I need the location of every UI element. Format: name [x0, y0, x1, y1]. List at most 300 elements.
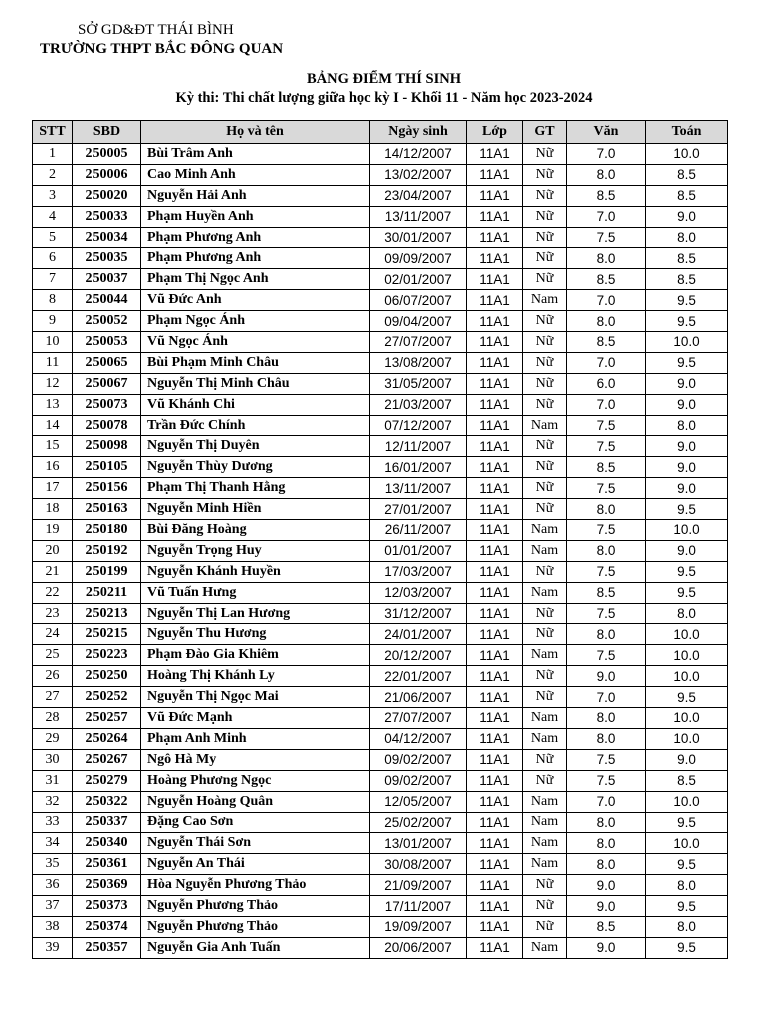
table-row [33, 457, 728, 478]
school-name: TRƯỜNG THPT BẮC ĐÔNG QUAN [40, 41, 284, 57]
cell-gender: Nam [523, 540, 567, 561]
cell-sbd: 250252 [73, 687, 141, 708]
cell-gender: Nữ [523, 666, 567, 687]
cell-stt: 10 [33, 332, 73, 353]
cell-literature: 7.5 [567, 227, 646, 248]
cell-sbd: 250067 [73, 373, 141, 394]
cell-literature: 8.5 [567, 916, 646, 937]
cell-sbd: 250211 [73, 582, 141, 603]
cell-name: Vũ Ngọc Ánh [141, 332, 370, 353]
cell-literature: 8.5 [567, 269, 646, 290]
cell-math: 9.0 [646, 206, 728, 227]
cell-name: Nguyễn Thị Ngọc Mai [141, 687, 370, 708]
table-row [33, 290, 728, 311]
cell-name: Hoàng Phương Ngọc [141, 770, 370, 791]
cell-math: 9.5 [646, 582, 728, 603]
cell-name: Phạm Anh Minh [141, 728, 370, 749]
table-body [33, 144, 728, 959]
cell-gender: Nữ [523, 185, 567, 206]
cell-sbd: 250267 [73, 749, 141, 770]
cell-class: 11A1 [467, 144, 523, 165]
cell-sbd: 250264 [73, 728, 141, 749]
table-row [33, 540, 728, 561]
cell-math: 9.5 [646, 499, 728, 520]
cell-sbd: 250374 [73, 916, 141, 937]
cell-class: 11A1 [467, 394, 523, 415]
cell-stt: 2 [33, 164, 73, 185]
table-row [33, 415, 728, 436]
cell-literature: 8.5 [567, 457, 646, 478]
cell-gender: Nam [523, 290, 567, 311]
col-header-sbd: SBD [73, 121, 141, 144]
cell-dob: 30/08/2007 [370, 854, 467, 875]
cell-literature: 8.0 [567, 728, 646, 749]
table-row [33, 916, 728, 937]
cell-math: 9.5 [646, 311, 728, 332]
table-row [33, 875, 728, 896]
cell-math: 10.0 [646, 520, 728, 541]
cell-name: Đặng Cao Sơn [141, 812, 370, 833]
cell-class: 11A1 [467, 290, 523, 311]
cell-literature: 7.5 [567, 645, 646, 666]
col-header-literature: Văn [567, 121, 646, 144]
cell-dob: 22/01/2007 [370, 666, 467, 687]
cell-sbd: 250361 [73, 854, 141, 875]
cell-name: Phạm Thị Thanh Hằng [141, 478, 370, 499]
cell-stt: 11 [33, 352, 73, 373]
cell-stt: 36 [33, 875, 73, 896]
cell-math: 9.5 [646, 561, 728, 582]
cell-class: 11A1 [467, 457, 523, 478]
cell-class: 11A1 [467, 269, 523, 290]
score-table [32, 120, 728, 959]
cell-literature: 7.0 [567, 352, 646, 373]
cell-name: Nguyễn Thị Lan Hương [141, 603, 370, 624]
cell-sbd: 250250 [73, 666, 141, 687]
cell-class: 11A1 [467, 854, 523, 875]
exam-subtitle: Kỳ thi: Thi chất lượng giữa học kỳ I - Khối 11 - Năm học 2023-2024 [175, 90, 593, 106]
table-row [33, 394, 728, 415]
cell-math: 9.0 [646, 394, 728, 415]
cell-gender: Nam [523, 708, 567, 729]
cell-gender: Nữ [523, 436, 567, 457]
cell-dob: 12/11/2007 [370, 436, 467, 457]
cell-gender: Nữ [523, 248, 567, 269]
cell-dob: 16/01/2007 [370, 457, 467, 478]
cell-stt: 23 [33, 603, 73, 624]
cell-math: 9.0 [646, 373, 728, 394]
table-row [33, 708, 728, 729]
cell-sbd: 250052 [73, 311, 141, 332]
cell-gender: Nữ [523, 373, 567, 394]
cell-dob: 02/01/2007 [370, 269, 467, 290]
cell-dob: 09/02/2007 [370, 770, 467, 791]
cell-gender: Nữ [523, 269, 567, 290]
table-row [33, 896, 728, 917]
cell-name: Nguyễn Gia Anh Tuấn [141, 937, 370, 958]
cell-math: 8.5 [646, 269, 728, 290]
cell-sbd: 250279 [73, 770, 141, 791]
cell-class: 11A1 [467, 708, 523, 729]
cell-class: 11A1 [467, 645, 523, 666]
cell-math: 8.0 [646, 415, 728, 436]
cell-stt: 30 [33, 749, 73, 770]
cell-dob: 21/06/2007 [370, 687, 467, 708]
cell-sbd: 250357 [73, 937, 141, 958]
cell-math: 8.0 [646, 916, 728, 937]
cell-class: 11A1 [467, 520, 523, 541]
cell-name: Ngô Hà My [141, 749, 370, 770]
cell-class: 11A1 [467, 916, 523, 937]
cell-math: 9.0 [646, 540, 728, 561]
cell-name: Trần Đức Chính [141, 415, 370, 436]
cell-stt: 39 [33, 937, 73, 958]
cell-dob: 31/12/2007 [370, 603, 467, 624]
table-row [33, 206, 728, 227]
cell-literature: 9.0 [567, 666, 646, 687]
cell-stt: 3 [33, 185, 73, 206]
document-title: BẢNG ĐIỂM THÍ SINH [306, 71, 462, 87]
table-row [33, 311, 728, 332]
cell-class: 11A1 [467, 728, 523, 749]
cell-dob: 30/01/2007 [370, 227, 467, 248]
table-row [33, 352, 728, 373]
cell-sbd: 250034 [73, 227, 141, 248]
cell-name: Nguyễn Trọng Huy [141, 540, 370, 561]
table-row [33, 812, 728, 833]
cell-sbd: 250163 [73, 499, 141, 520]
col-header-stt: STT [33, 121, 73, 144]
cell-gender: Nam [523, 415, 567, 436]
col-header-dob: Ngày sinh [370, 121, 467, 144]
cell-literature: 8.0 [567, 540, 646, 561]
cell-literature: 7.5 [567, 478, 646, 499]
cell-math: 8.0 [646, 875, 728, 896]
cell-gender: Nam [523, 937, 567, 958]
cell-class: 11A1 [467, 436, 523, 457]
cell-class: 11A1 [467, 603, 523, 624]
cell-literature: 6.0 [567, 373, 646, 394]
cell-dob: 21/03/2007 [370, 394, 467, 415]
cell-stt: 1 [33, 144, 73, 165]
cell-class: 11A1 [467, 499, 523, 520]
cell-stt: 33 [33, 812, 73, 833]
cell-sbd: 250199 [73, 561, 141, 582]
table-row [33, 770, 728, 791]
cell-sbd: 250322 [73, 791, 141, 812]
cell-literature: 7.0 [567, 791, 646, 812]
table-row [33, 436, 728, 457]
table-row [33, 185, 728, 206]
col-header-class: Lớp [467, 121, 523, 144]
cell-dob: 06/07/2007 [370, 290, 467, 311]
table-row [33, 144, 728, 165]
cell-sbd: 250005 [73, 144, 141, 165]
cell-math: 10.0 [646, 666, 728, 687]
cell-stt: 17 [33, 478, 73, 499]
cell-literature: 8.0 [567, 854, 646, 875]
cell-sbd: 250180 [73, 520, 141, 541]
table-row [33, 603, 728, 624]
cell-gender: Nữ [523, 770, 567, 791]
table-row [33, 687, 728, 708]
cell-dob: 20/12/2007 [370, 645, 467, 666]
cell-math: 9.5 [646, 352, 728, 373]
cell-math: 10.0 [646, 332, 728, 353]
table-row [33, 269, 728, 290]
cell-dob: 12/03/2007 [370, 582, 467, 603]
cell-math: 10.0 [646, 144, 728, 165]
cell-sbd: 250078 [73, 415, 141, 436]
table-row [33, 791, 728, 812]
cell-name: Hòa Nguyễn Phương Thảo [141, 875, 370, 896]
cell-literature: 7.0 [567, 394, 646, 415]
cell-gender: Nữ [523, 394, 567, 415]
cell-math: 9.0 [646, 436, 728, 457]
cell-stt: 9 [33, 311, 73, 332]
cell-sbd: 250340 [73, 833, 141, 854]
table-row [33, 624, 728, 645]
cell-sbd: 250223 [73, 645, 141, 666]
cell-sbd: 250033 [73, 206, 141, 227]
cell-gender: Nữ [523, 352, 567, 373]
cell-literature: 8.5 [567, 582, 646, 603]
cell-sbd: 250098 [73, 436, 141, 457]
cell-stt: 6 [33, 248, 73, 269]
cell-name: Nguyễn Thị Minh Châu [141, 373, 370, 394]
cell-math: 9.5 [646, 812, 728, 833]
cell-literature: 7.5 [567, 603, 646, 624]
cell-literature: 7.5 [567, 770, 646, 791]
cell-dob: 09/09/2007 [370, 248, 467, 269]
cell-class: 11A1 [467, 415, 523, 436]
cell-math: 9.0 [646, 749, 728, 770]
table-row [33, 164, 728, 185]
cell-gender: Nữ [523, 164, 567, 185]
cell-math: 9.5 [646, 896, 728, 917]
cell-literature: 8.0 [567, 499, 646, 520]
cell-name: Nguyễn Hải Anh [141, 185, 370, 206]
cell-math: 9.0 [646, 457, 728, 478]
cell-gender: Nữ [523, 687, 567, 708]
cell-gender: Nam [523, 520, 567, 541]
cell-math: 10.0 [646, 645, 728, 666]
cell-sbd: 250105 [73, 457, 141, 478]
cell-stt: 34 [33, 833, 73, 854]
cell-class: 11A1 [467, 770, 523, 791]
cell-math: 9.5 [646, 290, 728, 311]
cell-name: Vũ Khánh Chi [141, 394, 370, 415]
cell-name: Phạm Thị Ngọc Anh [141, 269, 370, 290]
cell-stt: 4 [33, 206, 73, 227]
cell-class: 11A1 [467, 540, 523, 561]
department-name: SỞ GD&ĐT THÁI BÌNH [78, 22, 234, 38]
cell-gender: Nam [523, 791, 567, 812]
cell-name: Nguyễn Thu Hương [141, 624, 370, 645]
cell-name: Phạm Huyền Anh [141, 206, 370, 227]
cell-gender: Nam [523, 645, 567, 666]
cell-dob: 13/11/2007 [370, 478, 467, 499]
cell-gender: Nữ [523, 206, 567, 227]
cell-math: 8.5 [646, 164, 728, 185]
cell-stt: 24 [33, 624, 73, 645]
cell-gender: Nữ [523, 624, 567, 645]
cell-dob: 17/03/2007 [370, 561, 467, 582]
cell-name: Hoàng Thị Khánh Ly [141, 666, 370, 687]
cell-name: Phạm Đào Gia Khiêm [141, 645, 370, 666]
cell-sbd: 250037 [73, 269, 141, 290]
cell-class: 11A1 [467, 833, 523, 854]
cell-dob: 14/12/2007 [370, 144, 467, 165]
cell-stt: 7 [33, 269, 73, 290]
cell-class: 11A1 [467, 164, 523, 185]
cell-name: Nguyễn Thị Duyên [141, 436, 370, 457]
cell-gender: Nam [523, 728, 567, 749]
cell-class: 11A1 [467, 666, 523, 687]
cell-literature: 8.0 [567, 624, 646, 645]
table-header-row [33, 121, 728, 144]
cell-stt: 12 [33, 373, 73, 394]
table-row [33, 248, 728, 269]
table-row [33, 582, 728, 603]
cell-dob: 27/07/2007 [370, 332, 467, 353]
cell-dob: 20/06/2007 [370, 937, 467, 958]
cell-sbd: 250192 [73, 540, 141, 561]
cell-math: 8.5 [646, 248, 728, 269]
cell-literature: 7.5 [567, 749, 646, 770]
cell-name: Nguyễn An Thái [141, 854, 370, 875]
cell-sbd: 250257 [73, 708, 141, 729]
cell-stt: 25 [33, 645, 73, 666]
cell-math: 8.5 [646, 770, 728, 791]
cell-stt: 5 [33, 227, 73, 248]
cell-class: 11A1 [467, 896, 523, 917]
cell-class: 11A1 [467, 206, 523, 227]
cell-dob: 17/11/2007 [370, 896, 467, 917]
cell-stt: 21 [33, 561, 73, 582]
cell-gender: Nam [523, 833, 567, 854]
cell-name: Bùi Phạm Minh Châu [141, 352, 370, 373]
cell-stt: 35 [33, 854, 73, 875]
cell-dob: 31/05/2007 [370, 373, 467, 394]
table-row [33, 645, 728, 666]
cell-dob: 19/09/2007 [370, 916, 467, 937]
table-row [33, 520, 728, 541]
cell-sbd: 250044 [73, 290, 141, 311]
cell-math: 9.5 [646, 687, 728, 708]
cell-class: 11A1 [467, 373, 523, 394]
cell-stt: 26 [33, 666, 73, 687]
cell-class: 11A1 [467, 582, 523, 603]
cell-gender: Nữ [523, 603, 567, 624]
table-row [33, 666, 728, 687]
cell-name: Nguyễn Khánh Huyền [141, 561, 370, 582]
cell-gender: Nữ [523, 749, 567, 770]
cell-sbd: 250065 [73, 352, 141, 373]
cell-stt: 37 [33, 896, 73, 917]
table-row [33, 561, 728, 582]
cell-literature: 8.0 [567, 708, 646, 729]
cell-stt: 14 [33, 415, 73, 436]
cell-math: 9.5 [646, 854, 728, 875]
cell-dob: 27/07/2007 [370, 708, 467, 729]
cell-literature: 7.0 [567, 206, 646, 227]
cell-sbd: 250215 [73, 624, 141, 645]
cell-name: Nguyễn Phương Thảo [141, 896, 370, 917]
cell-literature: 8.0 [567, 311, 646, 332]
cell-stt: 32 [33, 791, 73, 812]
cell-dob: 09/04/2007 [370, 311, 467, 332]
cell-literature: 8.0 [567, 812, 646, 833]
cell-gender: Nữ [523, 875, 567, 896]
col-header-name: Họ và tên [141, 121, 370, 144]
cell-name: Bùi Đăng Hoàng [141, 520, 370, 541]
cell-literature: 7.0 [567, 290, 646, 311]
table-row [33, 499, 728, 520]
cell-class: 11A1 [467, 937, 523, 958]
cell-gender: Nữ [523, 916, 567, 937]
cell-literature: 7.0 [567, 687, 646, 708]
cell-math: 10.0 [646, 728, 728, 749]
cell-sbd: 250020 [73, 185, 141, 206]
cell-name: Nguyễn Phương Thảo [141, 916, 370, 937]
cell-name: Nguyễn Hoàng Quân [141, 791, 370, 812]
table-row [33, 854, 728, 875]
cell-stt: 20 [33, 540, 73, 561]
cell-dob: 25/02/2007 [370, 812, 467, 833]
table-row [33, 373, 728, 394]
cell-literature: 8.0 [567, 833, 646, 854]
cell-literature: 7.5 [567, 520, 646, 541]
cell-gender: Nữ [523, 457, 567, 478]
cell-literature: 8.5 [567, 332, 646, 353]
cell-gender: Nữ [523, 478, 567, 499]
cell-gender: Nữ [523, 144, 567, 165]
cell-class: 11A1 [467, 812, 523, 833]
cell-gender: Nam [523, 854, 567, 875]
cell-class: 11A1 [467, 352, 523, 373]
cell-stt: 28 [33, 708, 73, 729]
cell-class: 11A1 [467, 248, 523, 269]
cell-stt: 8 [33, 290, 73, 311]
cell-literature: 7.5 [567, 561, 646, 582]
cell-stt: 18 [33, 499, 73, 520]
cell-math: 8.0 [646, 603, 728, 624]
cell-class: 11A1 [467, 185, 523, 206]
cell-math: 9.0 [646, 478, 728, 499]
col-header-gender: GT [523, 121, 567, 144]
cell-sbd: 250337 [73, 812, 141, 833]
cell-math: 10.0 [646, 833, 728, 854]
cell-math: 10.0 [646, 708, 728, 729]
cell-gender: Nữ [523, 311, 567, 332]
table-row [33, 937, 728, 958]
cell-gender: Nam [523, 812, 567, 833]
cell-sbd: 250213 [73, 603, 141, 624]
cell-stt: 15 [33, 436, 73, 457]
cell-dob: 07/12/2007 [370, 415, 467, 436]
cell-class: 11A1 [467, 478, 523, 499]
cell-sbd: 250006 [73, 164, 141, 185]
cell-sbd: 250053 [73, 332, 141, 353]
cell-dob: 04/12/2007 [370, 728, 467, 749]
cell-stt: 27 [33, 687, 73, 708]
cell-math: 9.5 [646, 937, 728, 958]
cell-literature: 8.5 [567, 185, 646, 206]
cell-literature: 8.0 [567, 248, 646, 269]
cell-gender: Nữ [523, 332, 567, 353]
cell-dob: 09/02/2007 [370, 749, 467, 770]
